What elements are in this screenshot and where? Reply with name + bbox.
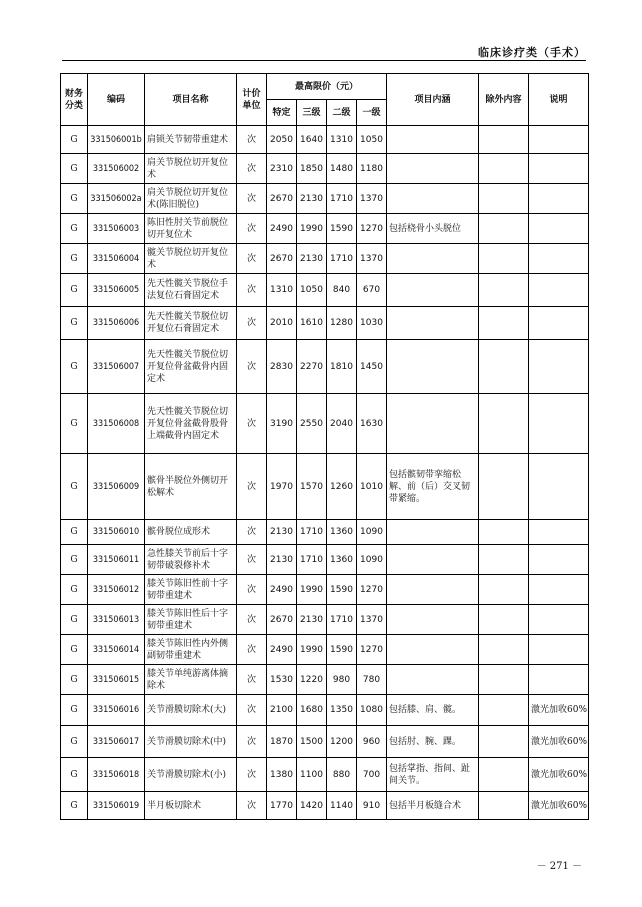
- row-content: 包括桡骨小头脱位: [387, 214, 479, 244]
- row-name: 先天性髋关节脱位切开复位骨盆截骨股骨上端截骨内固定术: [145, 394, 237, 454]
- row-notes: 激光加收60%: [529, 726, 589, 758]
- table-row: [61, 665, 589, 695]
- row-unit: 次: [237, 214, 267, 244]
- row-exclusions: [479, 126, 529, 154]
- row-content: [387, 605, 479, 635]
- header-exclusions: 除外内容: [479, 74, 529, 126]
- row-unit: 次: [237, 394, 267, 454]
- row-unit: 次: [237, 695, 267, 726]
- table-body: [61, 126, 589, 820]
- row-price-level1: 1080: [357, 695, 387, 726]
- row-notes: [529, 545, 589, 575]
- row-content: [387, 635, 479, 665]
- row-category: G: [61, 244, 88, 274]
- table-row: [61, 545, 589, 575]
- row-price-level3: 1990: [297, 214, 327, 244]
- row-price-level2: 1590: [327, 635, 357, 665]
- row-name: 膝关节陈旧性前十字韧带重建术: [145, 575, 237, 605]
- row-category: G: [61, 214, 88, 244]
- row-content: 包括膝、肩、髋。: [387, 695, 479, 726]
- row-price-level2: 1350: [327, 695, 357, 726]
- row-price-level3: 1050: [297, 274, 327, 307]
- row-content: [387, 575, 479, 605]
- row-name: 关节滑膜切除术(小): [145, 758, 237, 792]
- row-notes: 激光加收60%: [529, 758, 589, 792]
- row-content: [387, 274, 479, 307]
- row-content: 包括髌韧带挛缩松解、前（后）交叉韧带紧缩。: [387, 454, 479, 520]
- row-code: 331506005: [88, 274, 145, 307]
- row-exclusions: [479, 214, 529, 244]
- row-category: G: [61, 695, 88, 726]
- row-price-level1: 780: [357, 665, 387, 695]
- row-price-level1: 1450: [357, 340, 387, 394]
- table-row: [61, 792, 589, 820]
- row-price-level3: 1710: [297, 545, 327, 575]
- row-code: 331506011: [88, 545, 145, 575]
- row-name: 髌骨半脱位外侧切开松解术: [145, 454, 237, 520]
- row-price-level2: 1590: [327, 575, 357, 605]
- row-exclusions: [479, 340, 529, 394]
- row-price-special: 1530: [267, 665, 297, 695]
- row-price-level2: 1260: [327, 454, 357, 520]
- row-unit: 次: [237, 154, 267, 184]
- row-content: [387, 394, 479, 454]
- row-price-level1: 1370: [357, 244, 387, 274]
- row-notes: [529, 665, 589, 695]
- row-notes: [529, 520, 589, 545]
- row-unit: 次: [237, 726, 267, 758]
- row-exclusions: [479, 307, 529, 340]
- row-code: 331506002: [88, 154, 145, 184]
- row-content: [387, 665, 479, 695]
- row-code: 331506012: [88, 575, 145, 605]
- row-price-level3: 2270: [297, 340, 327, 394]
- row-price-level1: 1630: [357, 394, 387, 454]
- row-name: 髋关节脱位切开复位术: [145, 244, 237, 274]
- row-exclusions: [479, 154, 529, 184]
- row-price-level1: 960: [357, 726, 387, 758]
- row-price-level1: 1010: [357, 454, 387, 520]
- row-exclusions: [479, 792, 529, 820]
- row-price-level3: 1710: [297, 520, 327, 545]
- table-row: [61, 394, 589, 454]
- row-category: G: [61, 758, 88, 792]
- row-code: 331506001b: [88, 126, 145, 154]
- row-price-level3: 1100: [297, 758, 327, 792]
- row-notes: 激光加收60%: [529, 695, 589, 726]
- row-code: 331506016: [88, 695, 145, 726]
- row-category: G: [61, 665, 88, 695]
- row-unit: 次: [237, 274, 267, 307]
- row-price-level3: 2130: [297, 605, 327, 635]
- row-price-special: 2490: [267, 575, 297, 605]
- row-name: 陈旧性肘关节前脱位切开复位术: [145, 214, 237, 244]
- row-exclusions: [479, 605, 529, 635]
- row-price-level2: 1280: [327, 307, 357, 340]
- row-name: 关节滑膜切除术(大): [145, 695, 237, 726]
- row-exclusions: [479, 726, 529, 758]
- row-category: G: [61, 340, 88, 394]
- row-unit: 次: [237, 758, 267, 792]
- row-code: 331506006: [88, 307, 145, 340]
- row-price-level1: 670: [357, 274, 387, 307]
- row-exclusions: [479, 545, 529, 575]
- header-level1: 一级: [357, 100, 387, 126]
- row-price-level3: 1680: [297, 695, 327, 726]
- row-notes: [529, 575, 589, 605]
- row-price-special: 2130: [267, 520, 297, 545]
- row-notes: [529, 340, 589, 394]
- table-row: [61, 184, 589, 214]
- row-category: G: [61, 792, 88, 820]
- row-unit: 次: [237, 575, 267, 605]
- row-price-level3: 1850: [297, 154, 327, 184]
- table-row: [61, 726, 589, 758]
- row-price-level2: 880: [327, 758, 357, 792]
- row-code: 331506007: [88, 340, 145, 394]
- row-code: 331506014: [88, 635, 145, 665]
- row-notes: [529, 635, 589, 665]
- row-content: [387, 184, 479, 214]
- row-unit: 次: [237, 520, 267, 545]
- row-content: [387, 154, 479, 184]
- row-price-special: 2670: [267, 605, 297, 635]
- table-row: [61, 695, 589, 726]
- row-exclusions: [479, 575, 529, 605]
- header-content: 项目内涵: [387, 74, 479, 126]
- row-price-level1: 1090: [357, 545, 387, 575]
- row-name: 膝关节单纯游离体摘除术: [145, 665, 237, 695]
- row-category: G: [61, 726, 88, 758]
- row-name: 肩关节脱位切开复位术(陈旧脱位): [145, 184, 237, 214]
- row-category: G: [61, 454, 88, 520]
- table-row: [61, 214, 589, 244]
- header-notes: 说明: [529, 74, 589, 126]
- row-price-level2: 980: [327, 665, 357, 695]
- row-content: [387, 520, 479, 545]
- row-price-level1: 910: [357, 792, 387, 820]
- row-price-level3: 2130: [297, 244, 327, 274]
- page-number: － 271 －: [536, 861, 582, 872]
- row-category: G: [61, 126, 88, 154]
- row-price-level2: 1310: [327, 126, 357, 154]
- row-content: [387, 340, 479, 394]
- row-exclusions: [479, 394, 529, 454]
- row-name: 关节滑膜切除术(中): [145, 726, 237, 758]
- row-price-level2: 1360: [327, 520, 357, 545]
- row-notes: 激光加收60%: [529, 792, 589, 820]
- row-notes: [529, 307, 589, 340]
- row-price-special: 2050: [267, 126, 297, 154]
- section-header: 临床诊疗类（手术）: [478, 46, 586, 59]
- row-code: 331506010: [88, 520, 145, 545]
- row-price-special: 2830: [267, 340, 297, 394]
- row-price-level3: 1990: [297, 575, 327, 605]
- row-unit: 次: [237, 244, 267, 274]
- row-content: [387, 307, 479, 340]
- row-exclusions: [479, 244, 529, 274]
- row-price-special: 2490: [267, 635, 297, 665]
- row-category: G: [61, 184, 88, 214]
- price-table: [60, 73, 589, 820]
- row-code: 331506004: [88, 244, 145, 274]
- row-price-level3: 1570: [297, 454, 327, 520]
- row-notes: [529, 184, 589, 214]
- row-price-special: 1770: [267, 792, 297, 820]
- table-row: [61, 575, 589, 605]
- row-code: 331506019: [88, 792, 145, 820]
- row-unit: 次: [237, 340, 267, 394]
- row-name: 急性膝关节前后十字韧带破裂修补术: [145, 545, 237, 575]
- table-row: [61, 758, 589, 792]
- row-category: G: [61, 154, 88, 184]
- row-unit: 次: [237, 454, 267, 520]
- row-price-level3: 1610: [297, 307, 327, 340]
- row-price-level3: 1500: [297, 726, 327, 758]
- row-price-level2: 1200: [327, 726, 357, 758]
- row-price-special: 2130: [267, 545, 297, 575]
- header-level2: 二级: [327, 100, 357, 126]
- row-exclusions: [479, 695, 529, 726]
- row-code: 331506008: [88, 394, 145, 454]
- row-notes: [529, 454, 589, 520]
- row-price-special: 3190: [267, 394, 297, 454]
- header-rule: [62, 60, 586, 61]
- row-unit: 次: [237, 307, 267, 340]
- row-name: 肩关节脱位切开复位术: [145, 154, 237, 184]
- row-category: G: [61, 575, 88, 605]
- row-price-level1: 1370: [357, 605, 387, 635]
- row-content: 包括肘、腕、踝。: [387, 726, 479, 758]
- row-code: 331506009: [88, 454, 145, 520]
- table-row: [61, 520, 589, 545]
- row-name: 半月板切除术: [145, 792, 237, 820]
- row-price-level1: 700: [357, 758, 387, 792]
- header-category: 财务分类: [61, 74, 88, 126]
- row-name: 肩锁关节韧带重建术: [145, 126, 237, 154]
- row-code: 331506015: [88, 665, 145, 695]
- header-level3: 三级: [297, 100, 327, 126]
- row-price-level2: 2040: [327, 394, 357, 454]
- row-content: 包括掌指、指间、趾间关节。: [387, 758, 479, 792]
- table-row: [61, 126, 589, 154]
- row-content: [387, 545, 479, 575]
- row-price-level1: 1030: [357, 307, 387, 340]
- row-code: 331506003: [88, 214, 145, 244]
- row-category: G: [61, 545, 88, 575]
- table-row: [61, 307, 589, 340]
- header-special: 特定: [267, 100, 297, 126]
- row-category: G: [61, 307, 88, 340]
- row-code: 331506002a: [88, 184, 145, 214]
- row-price-level2: 840: [327, 274, 357, 307]
- row-content: 包括半月板缝合术: [387, 792, 479, 820]
- row-exclusions: [479, 635, 529, 665]
- row-notes: [529, 394, 589, 454]
- row-price-level3: 2550: [297, 394, 327, 454]
- table-row: [61, 244, 589, 274]
- row-category: G: [61, 605, 88, 635]
- row-notes: [529, 126, 589, 154]
- row-price-special: 1970: [267, 454, 297, 520]
- row-price-level3: 1640: [297, 126, 327, 154]
- row-unit: 次: [237, 545, 267, 575]
- row-unit: 次: [237, 605, 267, 635]
- row-notes: [529, 605, 589, 635]
- row-price-level1: 1050: [357, 126, 387, 154]
- row-price-special: 2490: [267, 214, 297, 244]
- header-code: 编码: [88, 74, 145, 126]
- row-name: 先天性髋关节脱位切开复位石膏固定术: [145, 307, 237, 340]
- header-unit: 计价单位: [237, 74, 267, 126]
- row-unit: 次: [237, 665, 267, 695]
- row-exclusions: [479, 184, 529, 214]
- row-name: 先天性髋关节脱位手法复位石膏固定术: [145, 274, 237, 307]
- row-price-level3: 1420: [297, 792, 327, 820]
- header-name: 项目名称: [145, 74, 237, 126]
- row-unit: 次: [237, 792, 267, 820]
- row-price-level3: 1990: [297, 635, 327, 665]
- row-price-level2: 1480: [327, 154, 357, 184]
- row-price-level1: 1180: [357, 154, 387, 184]
- row-unit: 次: [237, 126, 267, 154]
- row-name: 膝关节陈旧性后十字韧带重建术: [145, 605, 237, 635]
- row-price-special: 1380: [267, 758, 297, 792]
- row-price-level1: 1090: [357, 520, 387, 545]
- row-price-level1: 1270: [357, 635, 387, 665]
- row-unit: 次: [237, 184, 267, 214]
- row-notes: [529, 154, 589, 184]
- row-name: 先天性髋关节脱位切开复位骨盆截骨内固定术: [145, 340, 237, 394]
- row-price-level2: 1140: [327, 792, 357, 820]
- row-notes: [529, 244, 589, 274]
- row-price-special: 2310: [267, 154, 297, 184]
- row-price-special: 2100: [267, 695, 297, 726]
- row-category: G: [61, 274, 88, 307]
- row-notes: [529, 274, 589, 307]
- row-price-level2: 1710: [327, 605, 357, 635]
- row-exclusions: [479, 520, 529, 545]
- table-row: [61, 454, 589, 520]
- row-exclusions: [479, 665, 529, 695]
- table-row: [61, 340, 589, 394]
- row-exclusions: [479, 274, 529, 307]
- header-max-price: 最高限价（元）: [267, 74, 387, 100]
- row-price-level1: 1370: [357, 184, 387, 214]
- row-category: G: [61, 520, 88, 545]
- row-category: G: [61, 394, 88, 454]
- row-price-level2: 1810: [327, 340, 357, 394]
- row-price-special: 1870: [267, 726, 297, 758]
- row-price-level1: 1270: [357, 214, 387, 244]
- row-content: [387, 244, 479, 274]
- row-name: 髌骨脱位成形术: [145, 520, 237, 545]
- table-row: [61, 605, 589, 635]
- row-price-special: 2010: [267, 307, 297, 340]
- row-name: 膝关节陈旧性内外侧副韧带重建术: [145, 635, 237, 665]
- row-code: 331506013: [88, 605, 145, 635]
- table-row: [61, 154, 589, 184]
- row-content: [387, 126, 479, 154]
- row-exclusions: [479, 758, 529, 792]
- row-price-level2: 1710: [327, 184, 357, 214]
- row-price-level2: 1360: [327, 545, 357, 575]
- row-price-level3: 1220: [297, 665, 327, 695]
- row-price-level1: 1270: [357, 575, 387, 605]
- row-notes: [529, 214, 589, 244]
- row-price-special: 2670: [267, 244, 297, 274]
- row-unit: 次: [237, 635, 267, 665]
- row-price-level2: 1710: [327, 244, 357, 274]
- row-code: 331506017: [88, 726, 145, 758]
- row-code: 331506018: [88, 758, 145, 792]
- table-row: [61, 274, 589, 307]
- row-category: G: [61, 635, 88, 665]
- row-price-level2: 1590: [327, 214, 357, 244]
- row-price-special: 2670: [267, 184, 297, 214]
- table-row: [61, 635, 589, 665]
- row-price-level3: 2130: [297, 184, 327, 214]
- row-price-special: 1310: [267, 274, 297, 307]
- row-exclusions: [479, 454, 529, 520]
